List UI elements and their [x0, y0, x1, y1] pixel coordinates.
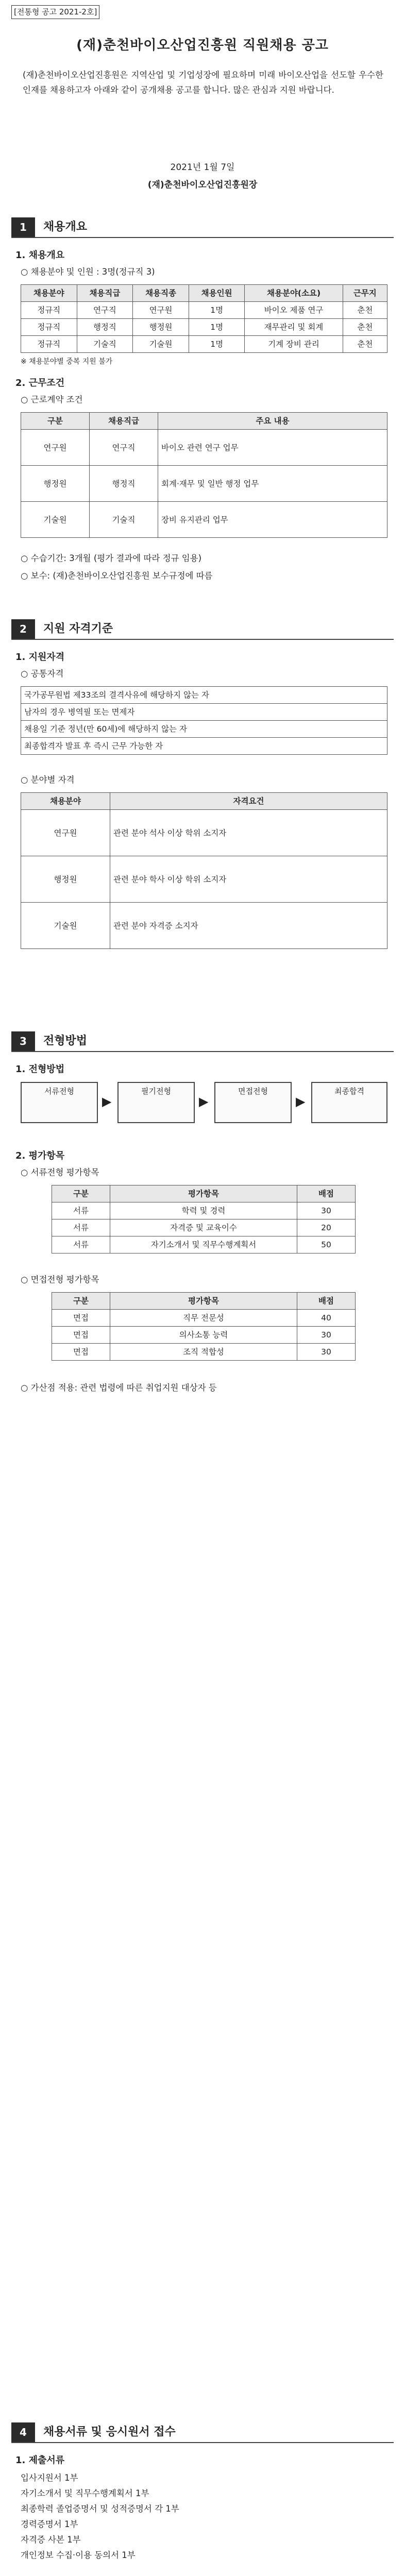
table-cell: 기술원 — [133, 336, 189, 353]
arrow-right-icon: ▶ — [102, 1094, 112, 1109]
table-cell: 남자의 경우 병역필 또는 면제자 — [21, 704, 387, 721]
table-row — [21, 856, 387, 903]
table-header-row — [21, 413, 387, 430]
list-item: 입사지원서 1부 — [21, 2473, 78, 2483]
table-cell: 정규직 — [21, 302, 77, 319]
table-cell: 바이오 제품 연구 — [245, 302, 343, 319]
section-number: 4 — [11, 2422, 35, 2442]
table-row — [21, 430, 387, 466]
column-header: 채용분야 — [21, 793, 110, 810]
subheading: 2. 평가항목 — [15, 1150, 65, 1161]
column-header: 채용분야(소요) — [245, 285, 343, 302]
table-cell: 최종합격자 발표 후 즉시 근무 가능한 자 — [21, 738, 387, 755]
process-step-3: 면접전형 — [214, 1082, 292, 1123]
table-cell: 서류 — [52, 1202, 110, 1219]
section-title: 채용개요 — [43, 221, 88, 233]
section-header-2 — [11, 618, 394, 640]
paragraph: ○ 면접전형 평가항목 — [21, 1275, 99, 1284]
table-cell: 재무관리 및 회계 — [245, 319, 343, 336]
table-cell: 관련 분야 자격증 소지자 — [110, 903, 387, 949]
column-header: 채용분야 — [21, 285, 77, 302]
list-item: 최종학력 졸업증명서 및 성적증명서 각 1부 — [21, 2504, 179, 2514]
section-header-3 — [11, 1030, 394, 1052]
table-cell: 장비 유지관리 업무 — [158, 502, 387, 538]
column-header: 구분 — [52, 1293, 110, 1310]
paragraph: ○ 분야별 자격 — [21, 775, 75, 785]
table-cell: 국가공무원법 제33조의 결격사유에 해당하지 않는 자 — [21, 687, 387, 704]
section-divider — [11, 1051, 394, 1052]
column-header: 평가항목 — [110, 1293, 297, 1310]
table-row — [52, 1202, 356, 1219]
table-cell: 바이오 관련 연구 업무 — [158, 430, 387, 466]
table-cell: 면접 — [52, 1310, 110, 1327]
table-cell: 연구원 — [21, 810, 110, 856]
common-qualification-table — [21, 686, 387, 755]
section-divider — [11, 2442, 394, 2443]
table-cell: 연구직 — [90, 430, 158, 466]
process-step-2: 필기전형 — [117, 1082, 195, 1123]
table-cell: 행정직 — [77, 319, 133, 336]
table-row — [21, 721, 387, 738]
table-cell: 직무 전문성 — [110, 1310, 297, 1327]
table-cell: 자격증 및 교육이수 — [110, 1219, 297, 1236]
subheading: 1. 채용개요 — [15, 250, 65, 261]
section-number: 1 — [11, 217, 35, 237]
list-item: 자격증 사본 1부 — [21, 2535, 81, 2545]
subheading: 1. 지원자격 — [15, 652, 65, 663]
table-cell: 기계 장비 관리 — [245, 336, 343, 353]
table-row — [52, 1310, 356, 1327]
table-cell: 30 — [297, 1327, 356, 1344]
paragraph: ○ 가산점 적용: 관련 법령에 따른 취업지원 대상자 등 — [21, 1383, 217, 1393]
table-cell: 30 — [297, 1344, 356, 1361]
arrow-right-icon: ▶ — [296, 1094, 306, 1109]
table-cell: 1명 — [189, 302, 245, 319]
table-cell: 서류 — [52, 1236, 110, 1253]
table-cell: 관련 분야 학사 이상 학위 소지자 — [110, 856, 387, 903]
table-row — [21, 336, 387, 353]
list-item: 경력증명서 1부 — [21, 2519, 78, 2529]
list-item: 자기소개서 및 직무수행계획서 1부 — [21, 2488, 149, 2498]
section-divider — [11, 237, 394, 238]
organization-name: (재)춘천바이오산업진흥원장 — [147, 180, 258, 190]
column-header: 자격요건 — [110, 793, 387, 810]
table-cell: 40 — [297, 1310, 356, 1327]
table-row — [21, 738, 387, 755]
column-header: 근무지 — [343, 285, 387, 302]
table-cell: 춘천 — [343, 319, 387, 336]
column-header: 구분 — [52, 1185, 110, 1202]
page-title: (재)춘천바이오산업진흥원 직원채용 공고 — [76, 38, 329, 53]
subheading: 2. 근무조건 — [15, 378, 65, 388]
subheading: 1. 제출서류 — [15, 2455, 65, 2466]
table-row — [52, 1219, 356, 1236]
table-row — [21, 302, 387, 319]
section-number: 2 — [11, 619, 35, 639]
table-row — [21, 319, 387, 336]
column-header: 구분 — [21, 413, 90, 430]
paragraph: ○ 서류전형 평가항목 — [21, 1167, 99, 1177]
section-title: 채용서류 및 응시원서 접수 — [43, 2426, 176, 2438]
section-divider — [11, 639, 394, 640]
table-cell: 면접 — [52, 1327, 110, 1344]
table-cell: 20 — [297, 1219, 356, 1236]
section-number: 3 — [11, 1031, 35, 1051]
paragraph: ○ 보수: (재)춘천바이오산업진흥원 보수규정에 따름 — [21, 571, 213, 581]
table-cell: 기술직 — [77, 336, 133, 353]
recruit-table — [21, 284, 387, 353]
table-cell: 1명 — [189, 336, 245, 353]
table-row — [52, 1327, 356, 1344]
table-cell: 의사소통 능력 — [110, 1327, 297, 1344]
column-header: 배점 — [297, 1293, 356, 1310]
table-cell: 행정원 — [21, 856, 110, 903]
interview-eval-table — [52, 1292, 356, 1361]
table-cell: 면접 — [52, 1344, 110, 1361]
table-cell: 서류 — [52, 1219, 110, 1236]
table-cell: 기술원 — [21, 903, 110, 949]
table-cell: 회계·재무 및 일반 행정 업무 — [158, 466, 387, 502]
table-cell: 춘천 — [343, 336, 387, 353]
table-cell: 기술원 — [21, 502, 90, 538]
section-title: 지원 자격기준 — [43, 622, 113, 635]
table-cell: 행정원 — [21, 466, 90, 502]
header-note: [전통형 공고 2021-2호] — [11, 5, 99, 19]
column-header: 주요 내용 — [158, 413, 387, 430]
table-cell: 1명 — [189, 319, 245, 336]
paragraph: ○ 공통자격 — [21, 669, 64, 679]
column-header: 채용인원 — [189, 285, 245, 302]
paragraph: ○ 채용분야 및 인원 : 3명(정규직 3) — [21, 267, 155, 277]
table-cell: 학력 및 경력 — [110, 1202, 297, 1219]
document-eval-table — [52, 1185, 356, 1253]
paragraph: ○ 근로계약 조건 — [21, 395, 83, 404]
arrow-right-icon: ▶ — [199, 1094, 209, 1109]
table-cell: 채용일 기준 정년(만 60세)에 해당하지 않는 자 — [21, 721, 387, 738]
paragraph: ○ 수습기간: 3개월 (평가 결과에 따라 정규 임용) — [21, 553, 202, 563]
table-cell: 연구원 — [133, 302, 189, 319]
subheading: 1. 전형방법 — [15, 1064, 65, 1075]
intro-paragraph: (재)춘천바이오산업진흥원은 지역산업 및 기업성장에 필요하며 미래 바이오산업을 선도할 우수한 인재를 채용하고자 아래와 같이 공개채용 공고를 합니다. 많은 관심과 지원 바랍니다. — [23, 70, 383, 95]
table-cell: 30 — [297, 1202, 356, 1219]
table-cell: 연구직 — [77, 302, 133, 319]
table-cell: 기술직 — [90, 502, 158, 538]
table-cell: 관련 분야 석사 이상 학위 소지자 — [110, 810, 387, 856]
table-cell: 자기소개서 및 직무수행계획서 — [110, 1236, 297, 1253]
table-cell: 정규직 — [21, 319, 77, 336]
table-cell: 연구원 — [21, 430, 90, 466]
table-header-row — [21, 793, 387, 810]
announcement-date: 2021년 1월 7일 — [170, 162, 235, 173]
column-header: 채용직급 — [77, 285, 133, 302]
table-note: ※ 채용분야별 중복 지원 불가 — [21, 358, 113, 366]
table-row — [21, 903, 387, 949]
conditions-table — [21, 412, 387, 538]
table-cell: 춘천 — [343, 302, 387, 319]
table-cell: 50 — [297, 1236, 356, 1253]
table-row — [21, 502, 387, 538]
table-row — [21, 687, 387, 704]
section-title: 전형방법 — [43, 1035, 88, 1047]
section-header-4 — [11, 2421, 394, 2443]
column-header: 평가항목 — [110, 1185, 297, 1202]
table-row — [21, 810, 387, 856]
table-row — [21, 466, 387, 502]
table-cell: 행정원 — [133, 319, 189, 336]
table-row — [52, 1236, 356, 1253]
field-qualification-table — [21, 792, 387, 949]
column-header: 채용직급 — [90, 413, 158, 430]
table-row — [21, 704, 387, 721]
table-cell: 조직 적합성 — [110, 1344, 297, 1361]
table-header-row — [21, 285, 387, 302]
list-item: 개인정보 수집·이용 동의서 1부 — [21, 2550, 136, 2560]
table-cell: 정규직 — [21, 336, 77, 353]
column-header: 채용직종 — [133, 285, 189, 302]
table-header-row — [52, 1293, 356, 1310]
section-header-1 — [11, 216, 394, 238]
process-step-4: 최종합격 — [311, 1082, 387, 1123]
table-header-row — [52, 1185, 356, 1202]
table-row — [52, 1344, 356, 1361]
column-header: 배점 — [297, 1185, 356, 1202]
process-step-1: 서류전형 — [21, 1082, 98, 1123]
table-cell: 행정직 — [90, 466, 158, 502]
